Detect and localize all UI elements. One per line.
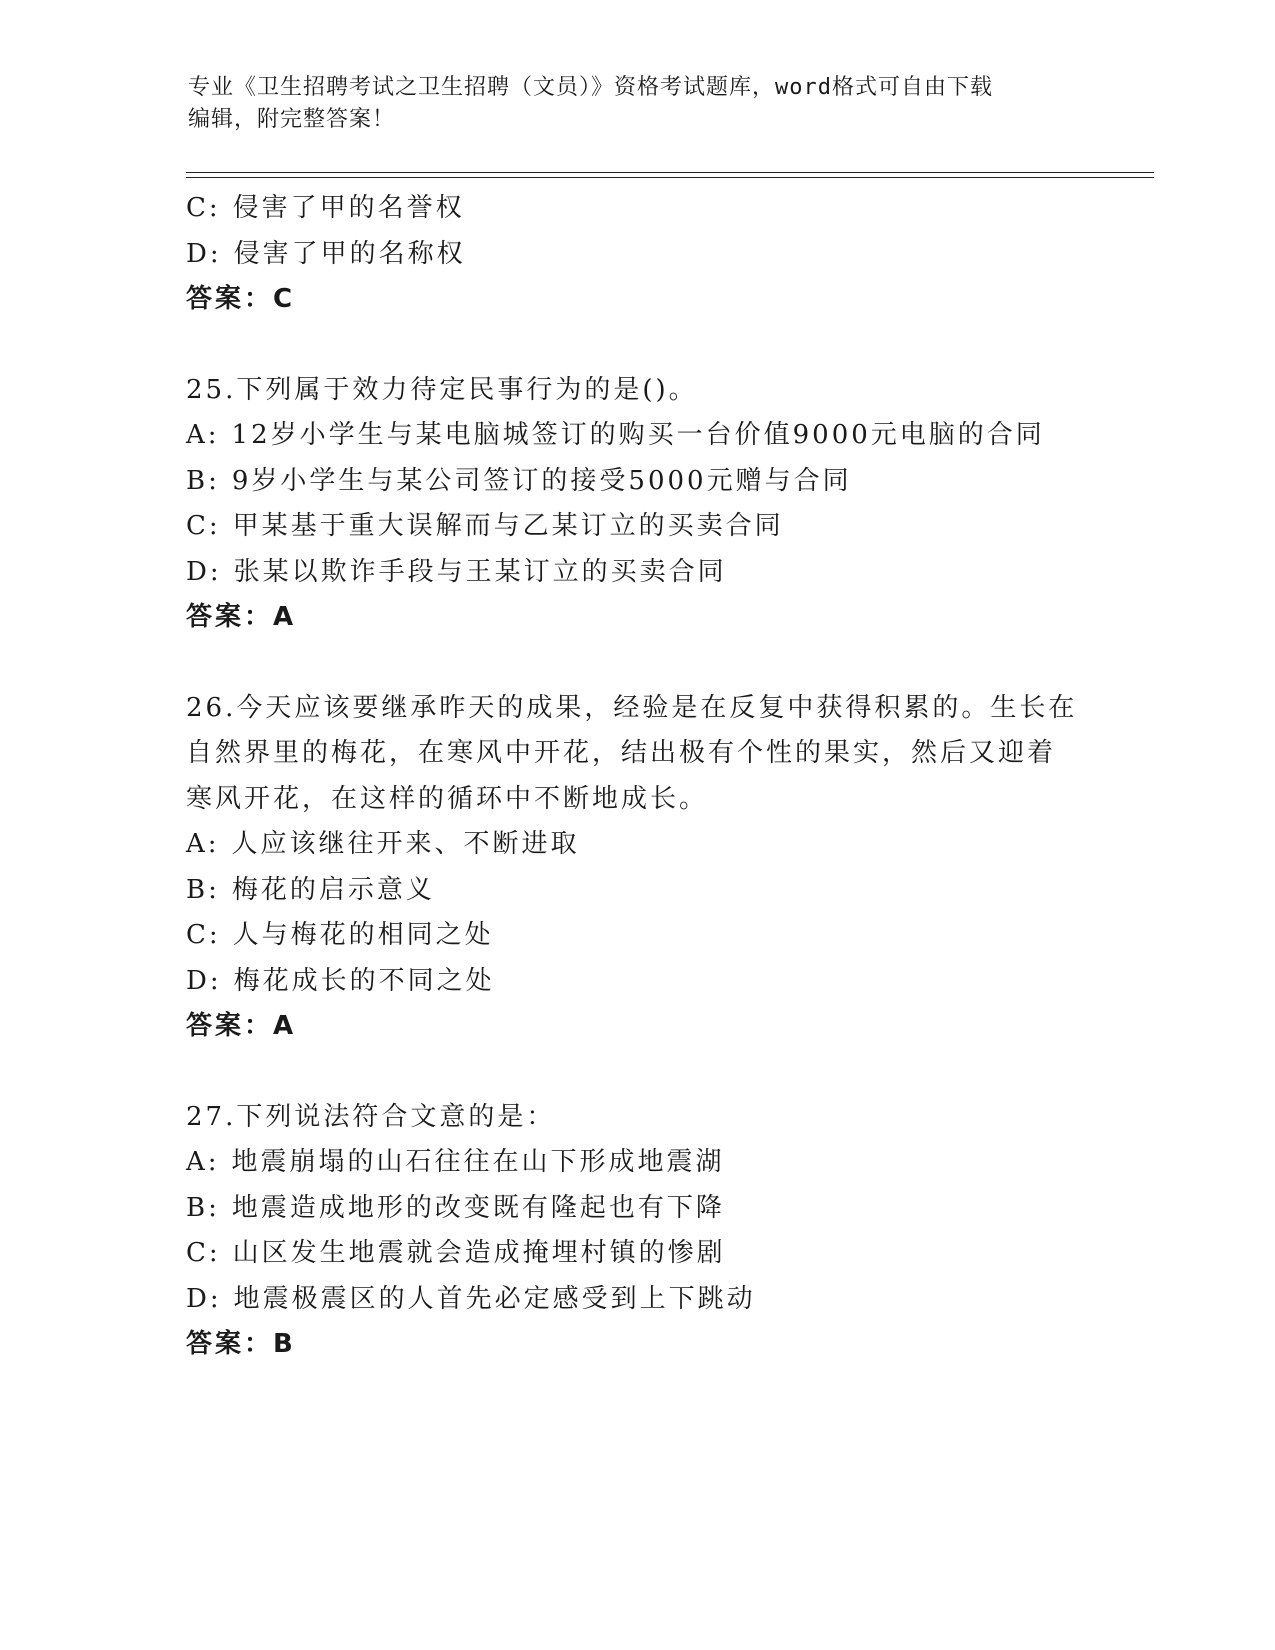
option-label: A: — [186, 1147, 220, 1177]
answer-line: 答案：B — [186, 1329, 296, 1359]
answer-line: 答案：C — [186, 284, 296, 314]
header-rule-top — [186, 172, 1154, 173]
option-label: A: — [186, 420, 220, 450]
option-row — [186, 959, 1086, 1005]
option-text: 地震造成地形的改变既有隆起也有下降 — [231, 1192, 725, 1223]
option-row — [186, 822, 1086, 868]
option-text: 梅花成长的不同之处 — [233, 965, 495, 996]
option-label: C: — [186, 920, 221, 950]
option-label: D: — [186, 238, 222, 269]
option-row — [186, 459, 1086, 505]
answer-line: 答案：A — [186, 602, 297, 632]
option-text: 人与梅花的相同之处 — [232, 920, 494, 950]
option-text: 甲某基于重大误解而与乙某订立的买卖合同 — [232, 511, 784, 541]
question-stem: 27.下列说法符合文意的是： — [186, 1101, 556, 1132]
question-block-26 — [186, 686, 1086, 1050]
header-line-1: 专业《卫生招聘考试之卫生招聘（文员）》资格考试题库，word格式可自由下载 — [188, 75, 993, 100]
option-text: 9岁小学生与某公司签订的接受5000元赠与合同 — [231, 465, 852, 496]
option-label: D: — [186, 1283, 222, 1314]
question-block-27 — [186, 1095, 1086, 1368]
option-label: A: — [186, 829, 220, 859]
option-label: D: — [186, 965, 222, 996]
option-row — [186, 186, 1086, 232]
option-text: 地震崩塌的山石往往在山下形成地震湖 — [231, 1147, 725, 1177]
option-text: 12岁小学生与某电脑城签订的购买一台价值9000元电脑的合同 — [231, 420, 1045, 450]
option-row — [186, 1231, 1086, 1277]
option-label: B: — [186, 1192, 220, 1223]
option-row — [186, 1140, 1086, 1186]
option-text: 人应该继往开来、不断进取 — [231, 829, 580, 859]
question-block-previous — [186, 186, 1086, 323]
option-label: B: — [186, 874, 220, 905]
document-header — [188, 72, 1068, 136]
option-row — [186, 232, 1086, 278]
option-text: 侵害了甲的名誉权 — [232, 193, 465, 223]
option-row — [186, 1186, 1086, 1232]
question-list — [186, 186, 1086, 1368]
option-row — [186, 550, 1086, 596]
question-stem: 26.今天应该要继承昨天的成果，经验是在反复中获得积累的。生长在 — [186, 692, 1078, 723]
option-text: 侵害了甲的名称权 — [233, 238, 466, 269]
option-row — [186, 504, 1086, 550]
option-text: 地震极震区的人首先必定感受到上下跳动 — [233, 1283, 756, 1314]
option-row — [186, 868, 1086, 914]
option-row — [186, 913, 1086, 959]
option-text: 张某以欺诈手段与王某订立的买卖合同 — [233, 556, 727, 587]
option-label: B: — [186, 465, 220, 496]
header-line-2: 编辑，附完整答案！ — [188, 107, 396, 132]
option-text: 梅花的启示意义 — [231, 874, 435, 905]
option-label: C: — [186, 511, 221, 541]
question-stem: 自然界里的梅花，在寒风中开花，结出极有个性的果实，然后又迎着 — [186, 738, 1057, 768]
answer-line: 答案：A — [186, 1011, 297, 1041]
option-row — [186, 413, 1086, 459]
question-stem: 25.下列属于效力待定民事行为的是()。 — [186, 374, 698, 405]
option-row — [186, 1277, 1086, 1323]
header-rule-bottom — [186, 177, 1154, 178]
option-label: C: — [186, 193, 221, 223]
option-label: D: — [186, 556, 222, 587]
question-block-25 — [186, 368, 1086, 641]
option-text: 山区发生地震就会造成掩埋村镇的惨剧 — [232, 1238, 726, 1268]
question-stem: 寒风开花，在这样的循环中不断地成长。 — [186, 783, 709, 814]
option-label: C: — [186, 1238, 221, 1268]
